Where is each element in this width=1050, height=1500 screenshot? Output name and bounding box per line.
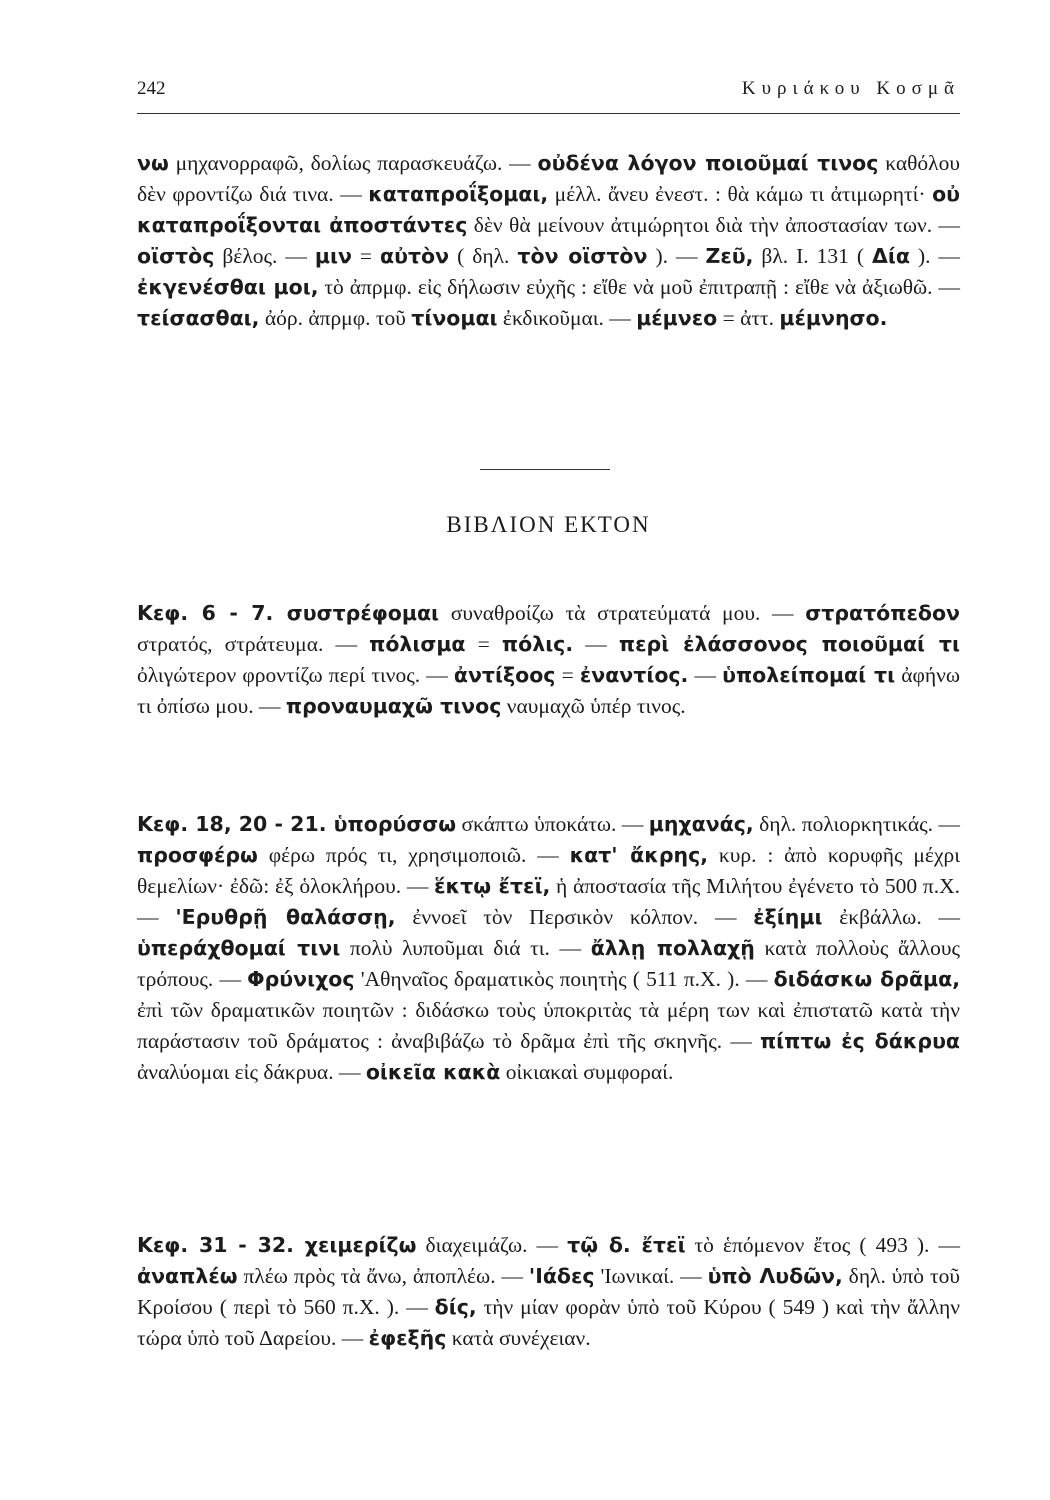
intro-paragraph bbox=[137, 148, 960, 334]
bold-term: τὸν οϊστὸν bbox=[517, 244, 648, 268]
bold-term: Κεφ. 6 - 7. συστρέφομαι bbox=[137, 601, 440, 625]
paragraph-text bbox=[137, 809, 960, 1088]
page-header bbox=[137, 78, 960, 100]
chapter-6-7-paragraph bbox=[137, 598, 960, 722]
bold-term: Φρύνιχος bbox=[247, 967, 355, 991]
bold-term: οἰκεῖα κακὰ bbox=[365, 1060, 501, 1084]
section-title: ΒΙΒΛΙΟΝ ΕΚΤΟΝ bbox=[446, 512, 651, 537]
bold-term: προναυμαχῶ τινος bbox=[285, 694, 502, 718]
page-number: 242 bbox=[137, 78, 166, 99]
gloss-text: καθόλου δὲν φροντίζω διά τινα. — bbox=[137, 151, 960, 206]
gloss-text: δηλ. ὑπὸ τοῦ Κροίσου ( περὶ τὸ 560 π.Χ. ). — bbox=[137, 1264, 960, 1319]
gloss-text: = bbox=[555, 663, 580, 687]
bold-term: μηχανάς, bbox=[648, 812, 754, 836]
gloss-text: = bbox=[465, 632, 502, 656]
gloss-text: μηχανορραφῶ, δολίως παρασκευάζω. — bbox=[168, 151, 538, 175]
bold-term: ἀντίξοος bbox=[453, 663, 556, 687]
bold-term: οϊστὸς bbox=[137, 244, 215, 268]
gloss-text: πολὺ λυποῦμαι διά τι. — bbox=[340, 936, 591, 960]
gloss-text: κατὰ συνέχειαν. bbox=[446, 1326, 591, 1350]
bold-term: μιν bbox=[314, 244, 352, 268]
section-divider bbox=[480, 469, 610, 470]
bold-term: ἐκγενέσθαι μοι, bbox=[137, 275, 319, 299]
chapter-18-21-paragraph bbox=[137, 809, 960, 1088]
gloss-text: ἀφήνω τι ὀπίσω μου. — bbox=[137, 663, 960, 718]
bold-term: μέμνησο. bbox=[779, 306, 888, 330]
gloss-text: πλέω πρὸς τὰ ἄνω, ἀποπλέω. — bbox=[237, 1264, 529, 1288]
bold-term: ὑπολείπομαί τι bbox=[722, 663, 896, 687]
bold-term: οὐδένα λόγον ποιοῦμαί τινος bbox=[537, 151, 879, 175]
bold-term: δίς, bbox=[434, 1295, 477, 1319]
gloss-text: οἰκιακαὶ συμφοραί. bbox=[500, 1060, 674, 1084]
gloss-text: βλ. Ι. 131 ( bbox=[753, 244, 873, 268]
bold-term: καταπροΐξομαι, bbox=[368, 182, 549, 206]
gloss-text: — bbox=[573, 632, 619, 656]
bold-term: ἐφεξῆς bbox=[368, 1326, 447, 1350]
gloss-text: 'Αθηναῖος δραματικὸς ποιητὴς ( 511 π.Χ. ). — bbox=[354, 967, 774, 991]
gloss-text: μέλλ. ἄνευ ἐνεστ. : θὰ κάμω τι ἀτιμωρητί· bbox=[548, 182, 933, 206]
gloss-text: ( δηλ. bbox=[449, 244, 518, 268]
bold-term: διδάσκω δρᾶμα, bbox=[773, 967, 960, 991]
gloss-text: — bbox=[688, 663, 723, 687]
gloss-text: ἀόρ. ἀπρμφ. τοῦ bbox=[259, 306, 412, 330]
paragraph-text bbox=[137, 148, 960, 334]
gloss-text: σκάπτω ὑποκάτω. — bbox=[456, 812, 649, 836]
gloss-text: = bbox=[351, 244, 381, 268]
gloss-text: διαχειμάζω. — bbox=[416, 1233, 568, 1257]
gloss-text: ἐπὶ τῶν δραματικῶν ποιητῶν : διδάσκω τοὺς ὑποκριτὰς τὰ μέρη των καὶ ἐπιστατῶ κατὰ τὴν παράστασιν τοῦ δράματος : ἀναβιβάζω τὸ δρᾶμα ἐπὶ τῆς σκηνῆς. — bbox=[137, 998, 960, 1053]
gloss-text: κατὰ πολλοὺς ἄλλους τρόπους. — bbox=[137, 936, 960, 991]
bold-term: πίπτω ἐς δάκρυα bbox=[759, 1029, 960, 1053]
bold-term: ἕκτῳ ἔτεϊ, bbox=[434, 874, 551, 898]
bold-term: ἀναπλέω bbox=[137, 1264, 238, 1288]
bold-term: προσφέρω bbox=[137, 843, 258, 867]
bold-term: στρατόπεδον bbox=[805, 601, 960, 625]
paragraph-text bbox=[137, 1230, 960, 1354]
bold-term: Δία bbox=[872, 244, 910, 268]
gloss-text: 'Ιωνικαί. — bbox=[594, 1264, 708, 1288]
bold-term: αὐτὸν bbox=[380, 244, 450, 268]
bold-term: ἐξίημι bbox=[753, 905, 823, 929]
bold-term: τίνομαι bbox=[411, 306, 498, 330]
bold-term: τείσασθαι, bbox=[137, 306, 260, 330]
bold-term: οὐ καταπροΐξονται ἀποστάντες bbox=[137, 182, 961, 237]
gloss-text: ἀναλύομαι εἰς δάκρυα. — bbox=[137, 1060, 366, 1084]
gloss-text: ὀλιγώτερον φροντίζω περί τινος. — bbox=[137, 663, 454, 687]
gloss-text: βέλος. — bbox=[214, 244, 315, 268]
bold-term: Ζεῦ, bbox=[705, 244, 754, 268]
paragraph-text bbox=[137, 598, 960, 722]
gloss-text: τὴν μίαν φορὰν ὑπὸ τοῦ Κύρου ( 549 ) καὶ τὴν ἄλλην τώρα ὑπὸ τοῦ Δαρείου. — bbox=[137, 1295, 960, 1350]
bold-term: Κεφ. 31 - 32. χειμερίζω bbox=[137, 1233, 417, 1257]
bold-term: Κεφ. 18, 20 - 21. ὑπορύσσω bbox=[137, 812, 457, 836]
bold-term: ὑπεράχθομαί τινι bbox=[137, 936, 341, 960]
running-title: Κυριάκου Κοσμᾶ bbox=[741, 78, 960, 99]
gloss-text: ). — bbox=[647, 244, 706, 268]
bold-term: τῷ δ. ἔτεϊ bbox=[567, 1233, 686, 1257]
gloss-text: δὲν θὰ μείνουν ἀτιμώρητοι διὰ τὴν ἀποστασίαν των. — bbox=[467, 213, 960, 237]
chapter-31-32-paragraph bbox=[137, 1230, 960, 1354]
gloss-text: τὸ ἑπόμενον ἔτος ( 493 ). — bbox=[685, 1233, 960, 1257]
gloss-text: ἐκδικοῦμαι. — bbox=[497, 306, 637, 330]
gloss-text: = ἀττ. bbox=[717, 306, 780, 330]
bold-term: πόλις. bbox=[501, 632, 574, 656]
bold-term: 'Ιάδες bbox=[528, 1264, 595, 1288]
gloss-text: ἡ ἀποστασία τῆς Μιλήτου ἐγένετο τὸ 500 π.Χ. — bbox=[137, 874, 960, 929]
gloss-text: κυρ. : ἀπὸ κορυφῆς μέχρι θεμελίων· ἐδῶ: ἐξ ὁλοκλήρου. — bbox=[137, 843, 960, 898]
header-rule bbox=[137, 113, 960, 114]
gloss-text: στρατός, στράτευμα. — bbox=[137, 632, 370, 656]
bold-term: μέμνεο bbox=[636, 306, 718, 330]
bold-term: ἄλλῃ πολλαχῇ bbox=[590, 936, 755, 960]
gloss-text: ). — bbox=[909, 244, 960, 268]
bold-term: περὶ ἐλάσσονος ποιοῦμαί τι bbox=[618, 632, 960, 656]
gloss-text: δηλ. πολιορκητικάς. — bbox=[753, 812, 960, 836]
bold-term: ἐναντίος. bbox=[579, 663, 689, 687]
gloss-text: ναυμαχῶ ὑπέρ τινος. bbox=[501, 694, 686, 718]
bold-term: 'Ερυθρῇ θαλάσσῃ, bbox=[175, 905, 396, 929]
bold-term: ὑπὸ Λυδῶν, bbox=[707, 1264, 843, 1288]
gloss-text: φέρω πρός τι, χρησιμοποιῶ. — bbox=[257, 843, 570, 867]
gloss-text: συναθροίζω τὰ στρατεύματά μου. — bbox=[439, 601, 806, 625]
bold-term: πόλισμα bbox=[369, 632, 466, 656]
bold-term: κατ' ἄκρης, bbox=[569, 843, 709, 867]
gloss-text: ἐκβάλλω. — bbox=[822, 905, 961, 929]
gloss-text: τὸ ἀπρμφ. εἰς δήλωσιν εὐχῆς : εἴθε νὰ μοῦ ἐπιτραπῇ : εἴθε νὰ ἀξιωθῶ. — bbox=[318, 275, 960, 299]
bold-term: νω bbox=[137, 151, 169, 175]
gloss-text: ἐννοεῖ τὸν Περσικὸν κόλπον. — bbox=[395, 905, 754, 929]
